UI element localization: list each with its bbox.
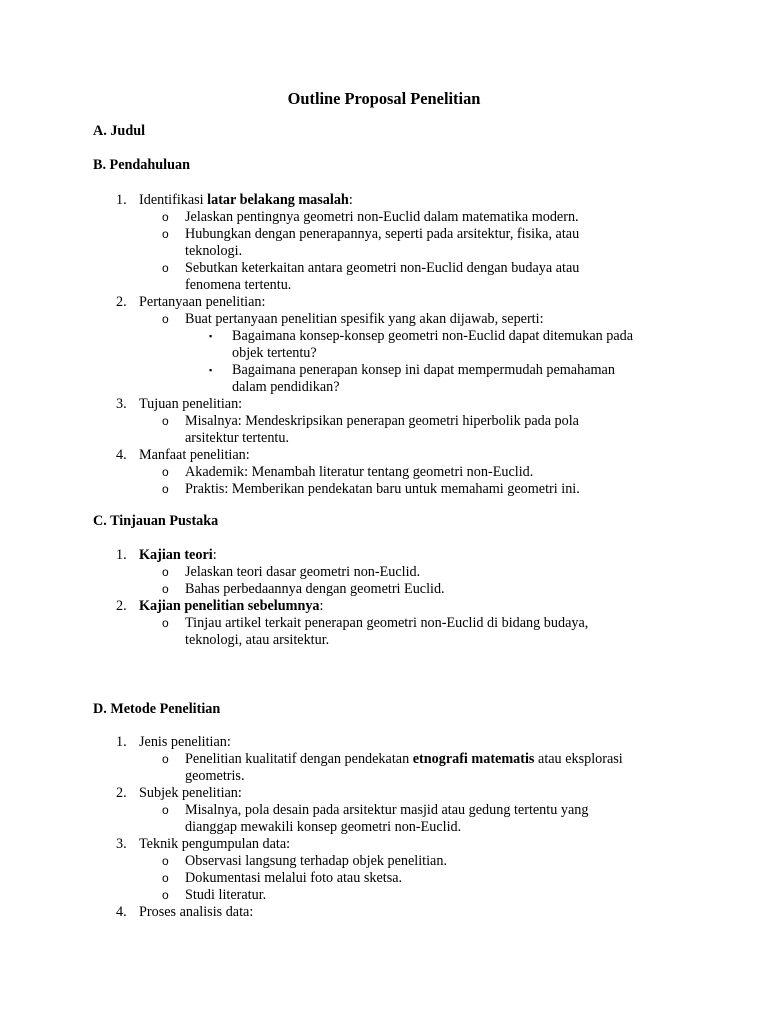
list-sub-bullet: ▪ Bagaimana konsep-konsep geometri non-Euclid dapat ditemukan pada (209, 328, 634, 344)
list-bullet: o Praktis: Memberikan pendekatan baru untuk memahami geometri ini. (162, 481, 580, 497)
list-label: Pertanyaan penelitian: (139, 294, 266, 310)
document-title: Outline Proposal Penelitian (287, 89, 481, 108)
circle-bullet-icon: o (162, 565, 169, 579)
list-bullet: o Penelitian kualitatif dengan pendekatan etnografi matematis atau eksplorasi (162, 751, 623, 767)
list-number: 1. (116, 192, 127, 208)
list-bullet-continuation: teknologi. (185, 243, 243, 259)
list-label: Identifikasi latar belakang masalah: (139, 192, 353, 208)
list-number: 3. (116, 396, 127, 412)
list-label: Kajian teori: (139, 547, 217, 563)
list-bullet-continuation: teknologi, atau arsitektur. (185, 632, 330, 648)
list-bullet: o Hubungkan dengan penerapannya, seperti pada arsitektur, fisika, atau (162, 226, 580, 242)
square-bullet-icon: ▪ (209, 331, 213, 341)
list-label: Tujuan penelitian: (139, 396, 243, 412)
list-bullet: o Misalnya: Mendeskripsikan penerapan geometri hiperbolik pada pola (162, 413, 579, 429)
list-item (0, 598, 768, 615)
circle-bullet-icon: o (162, 482, 169, 496)
list-bullet: o Buat pertanyaan penelitian spesifik yang akan dijawab, seperti: (162, 311, 544, 327)
circle-bullet-icon: o (162, 803, 169, 817)
list-item (0, 447, 768, 464)
list-label: Manfaat penelitian: (139, 447, 250, 463)
circle-bullet-icon: o (162, 888, 169, 902)
list-label: Teknik pengumpulan data: (139, 836, 291, 852)
list-sub-bullet-continuation: dalam pendidikan? (232, 379, 340, 395)
list-sub-bullet: ▪ Bagaimana penerapan konsep ini dapat mempermudah pemahaman (209, 362, 615, 378)
section-d-heading: D. Metode Penelitian (93, 701, 221, 717)
list-item (0, 192, 768, 209)
list-number: 3. (116, 836, 127, 852)
list-number: 4. (116, 447, 127, 463)
section-b-list (0, 192, 768, 498)
circle-bullet-icon: o (162, 210, 169, 224)
list-label: Jenis penelitian: (139, 734, 231, 750)
list-bullet-continuation: arsitektur tertentu. (185, 430, 290, 446)
list-bullet: o Tinjau artikel terkait penerapan geometri non-Euclid di bidang budaya, (162, 615, 589, 631)
list-label: Subjek penelitian: (139, 785, 242, 801)
list-bullet: o Akademik: Menambah literatur tentang geometri non-Euclid. (162, 464, 534, 480)
circle-bullet-icon: o (162, 312, 169, 326)
list-bullet-continuation: geometris. (185, 768, 245, 784)
list-bullet-continuation: dianggap mewakili konsep geometri non-Euclid. (185, 819, 462, 835)
circle-bullet-icon: o (162, 752, 169, 766)
section-c-list (0, 547, 768, 649)
list-bullet: o Observasi langsung terhadap objek penelitian. (162, 853, 447, 869)
list-number: 1. (116, 734, 127, 750)
list-item (0, 904, 768, 921)
list-item (0, 836, 768, 853)
circle-bullet-icon: o (162, 582, 169, 596)
section-a-heading: A. Judul (93, 123, 146, 139)
circle-bullet-icon: o (162, 414, 169, 428)
list-bullet: o Jelaskan teori dasar geometri non-Euclid. (162, 564, 421, 580)
circle-bullet-icon: o (162, 854, 169, 868)
list-item (0, 396, 768, 413)
circle-bullet-icon: o (162, 465, 169, 479)
section-d-list (0, 734, 768, 921)
list-bullet: o Dokumentasi melalui foto atau sketsa. (162, 870, 403, 886)
list-bullet: o Bahas perbedaannya dengan geometri Euclid. (162, 581, 445, 597)
list-bullet: o Sebutkan keterkaitan antara geometri non-Euclid dengan budaya atau (162, 260, 580, 276)
section-b-heading: B. Pendahuluan (93, 157, 190, 173)
list-bullet-continuation: fenomena tertentu. (185, 277, 292, 293)
list-item (0, 547, 768, 564)
list-number: 2. (116, 598, 127, 614)
list-number: 2. (116, 294, 127, 310)
list-label: Kajian penelitian sebelumnya: (139, 598, 324, 614)
list-bullet: o Studi literatur. (162, 887, 267, 903)
section-c-heading: C. Tinjauan Pustaka (93, 513, 219, 529)
list-number: 2. (116, 785, 127, 801)
list-number: 4. (116, 904, 127, 920)
list-item (0, 734, 768, 751)
circle-bullet-icon: o (162, 871, 169, 885)
list-number: 1. (116, 547, 127, 563)
circle-bullet-icon: o (162, 616, 169, 630)
list-sub-bullet-continuation: objek tertentu? (232, 345, 317, 361)
circle-bullet-icon: o (162, 227, 169, 241)
list-bullet: o Misalnya, pola desain pada arsitektur masjid atau gedung tertentu yang (162, 802, 589, 818)
circle-bullet-icon: o (162, 261, 169, 275)
list-item (0, 785, 768, 802)
list-item (0, 294, 768, 311)
list-label: Proses analisis data: (139, 904, 254, 920)
list-bullet: o Jelaskan pentingnya geometri non-Euclid dalam matematika modern. (162, 209, 579, 225)
square-bullet-icon: ▪ (209, 365, 213, 375)
